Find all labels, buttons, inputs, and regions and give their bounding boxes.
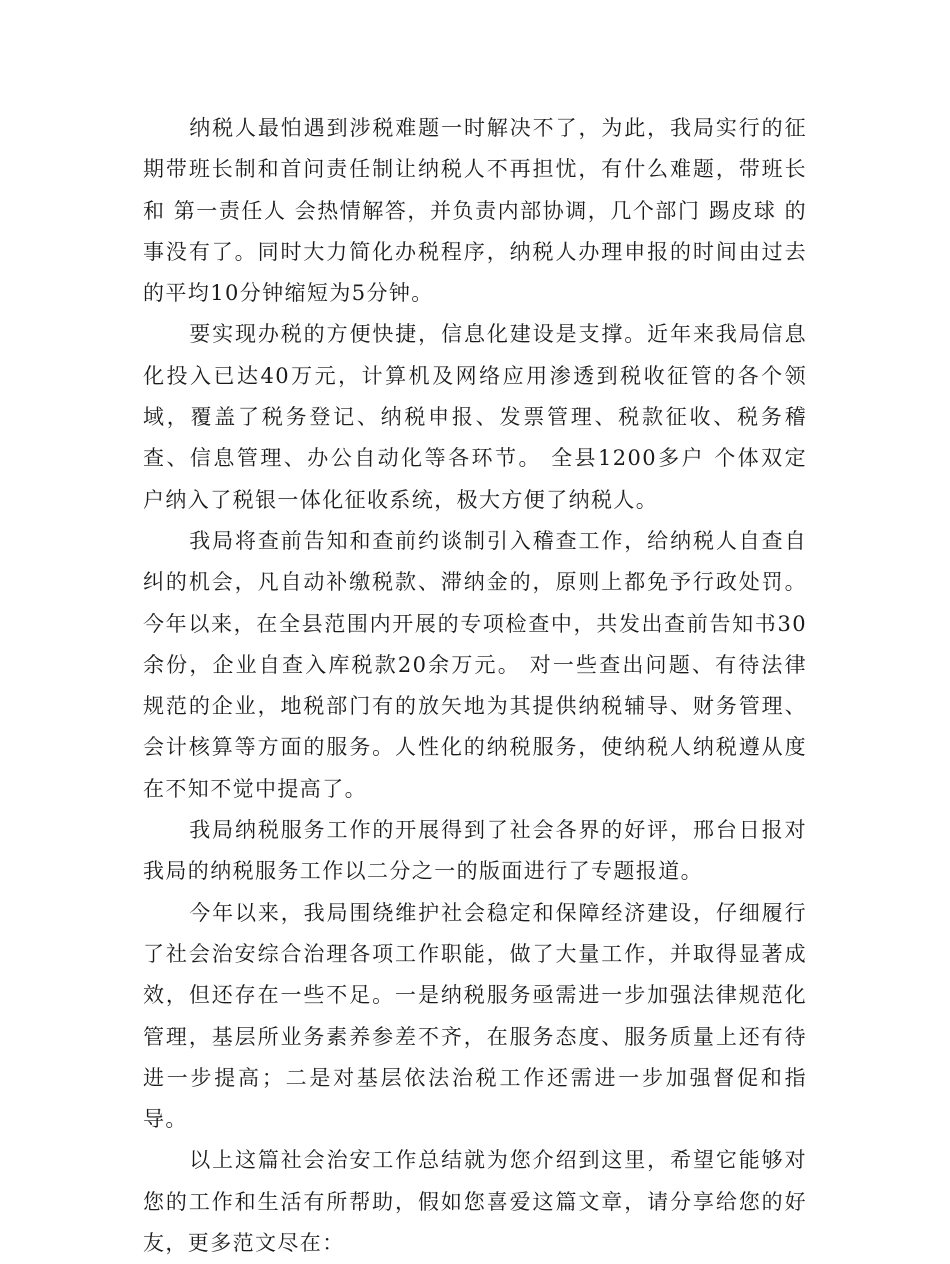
- paragraph-3: 我局将查前告知和查前约谈制引入稽查工作，给纳税人自查自纠的机会，凡自动补缴税款、滞纳金的，原则上都免予行政处罚。今年以来，在全县范围内开展的专项检查中，共发出查前告知书30余份，企业自查入库税款20余万元。 对一些查出问题、有待法律规范的企业，地税部门有的放矢地为其提供纳税辅导、财务管理、会计核算等方面的服务。人性化的纳税服务，使纳税人纳税遵从度在不知不觉中提高了。: [143, 528, 807, 801]
- document-body: [143, 108, 807, 1264]
- paragraph-6: 以上这篇社会治安工作总结就为您介绍到这里，希望它能够对您的工作和生活有所帮助，假如您喜爱这篇文章，请分享给您的好友，更多范文尽在：: [143, 1148, 807, 1256]
- paragraph-2: 要实现办税的方便快捷，信息化建设是支撑。近年来我局信息化投入已达40万元，计算机及网络应用渗透到税收征管的各个领域，覆盖了税务登记、纳税申报、发票管理、税款征收、税务稽查、信息管理、办公自动化等各环节。 全县1200多户 个体双定 户纳入了税银一体化征收系统，极大方便了纳税人。: [143, 322, 807, 512]
- paragraph-5: 今年以来，我局围绕维护社会稳定和保障经济建设，仔细履行了社会治安综合治理各项工作职能，做了大量工作，并取得显著成效，但还存在一些不足。一是纳税服务亟需进一步加强法律规范化管理，基层所业务素养参差不齐，在服务态度、服务质量上还有待进一步提高；二是对基层依法治税工作还需进一步加强督促和指导。: [143, 900, 807, 1132]
- paragraph-4: 我局纳税服务工作的开展得到了社会各界的好评，邢台日报对我局的纳税服务工作以二分之一的版面进行了专题报道。: [143, 818, 807, 884]
- paragraph-1: 纳税人最怕遇到涉税难题一时解决不了，为此，我局实行的征期带班长制和首问责任制让纳税人不再担忧，有什么难题，带班长和 第一责任人 会热情解答，并负责内部协调，几个部门 踢皮球 的事没有了。同时大力简化办税程序，纳税人办理申报的时间由过去的平均10分钟缩短为5分钟。: [143, 116, 807, 306]
